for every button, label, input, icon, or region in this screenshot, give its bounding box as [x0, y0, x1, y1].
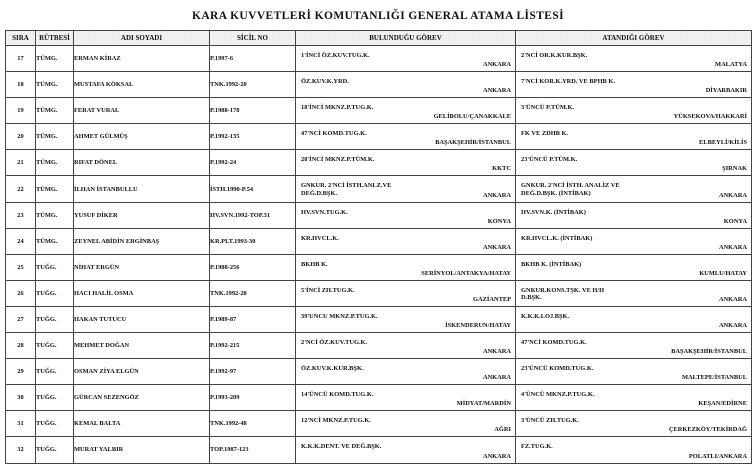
atandigi-gorev-location: ŞIRNAK [722, 165, 747, 173]
cell-sira: 20 [6, 124, 36, 150]
cell-adi-soyadi: GÜRCAN SEZENGÖZ [74, 385, 210, 411]
cell-atandigi-gorev [516, 411, 752, 437]
cell-atandigi-gorev [516, 228, 752, 254]
cell-rutbe: TUĞG. [36, 411, 74, 437]
bulundugu-gorev-location: ANKARA [482, 61, 511, 69]
bulundugu-gorev-location: ANKARA [482, 191, 511, 199]
cell-adi-soyadi: HACI HALİL OSMA [74, 280, 210, 306]
cell-rutbe: TUĞG. [36, 306, 74, 332]
atandigi-gorev-unit: 4'ÜNCÜ MKNZ.P.TUG.K. [521, 391, 595, 399]
bulundugu-gorev-unit: 2'NCİ ÖZ.KUV.TUG.K. [301, 339, 368, 347]
cell-sira: 19 [6, 98, 36, 124]
cell-sira: 21 [6, 150, 36, 176]
cell-rutbe: TUĞG. [36, 333, 74, 359]
bulundugu-gorev-unit: BKHB K. [301, 260, 328, 268]
atandigi-gorev-unit: FZ.TUG.K. [521, 443, 553, 451]
cell-bulundugu-gorev [296, 176, 516, 202]
bulundugu-gorev-location: MİDYAT/MARDİN [456, 400, 511, 408]
cell-sira: 28 [6, 333, 36, 359]
cell-bulundugu-gorev [296, 437, 516, 463]
cell-sira: 30 [6, 385, 36, 411]
cell-bulundugu-gorev [296, 202, 516, 228]
atandigi-gorev-unit: GNKUR.KONS.TŞK. VE H/H D.BŞK. [521, 286, 605, 302]
table-row [6, 411, 752, 437]
cell-bulundugu-gorev [296, 46, 516, 72]
table-row [6, 228, 752, 254]
cell-bulundugu-gorev [296, 306, 516, 332]
cell-sira: 23 [6, 202, 36, 228]
atandigi-gorev-unit: 7'NCİ KOR.K.YRD. VE BPHB K. [521, 78, 615, 86]
cell-rutbe: TÜMG. [36, 150, 74, 176]
cell-rutbe: TÜMG. [36, 202, 74, 228]
table-row [6, 150, 752, 176]
atandigi-gorev-location: KEŞAN/EDİRNE [698, 400, 747, 408]
column-header-sira: SIRA [6, 31, 36, 46]
column-header-atandigi-gorev: ATANDIĞI GÖREV [516, 31, 752, 46]
cell-sicil-no: TNK.1992-20 [210, 72, 296, 98]
bulundugu-gorev-location: KONYA [487, 217, 511, 225]
table-row [6, 98, 752, 124]
cell-rutbe: TÜMG. [36, 228, 74, 254]
bulundugu-gorev-unit: 1'İNCİ ÖZ.KUV.TUG.K. [301, 52, 370, 59]
cell-sira: 22 [6, 176, 36, 202]
cell-adi-soyadi: MURAT YALBIR [74, 437, 210, 463]
cell-rutbe: TÜMG. [36, 98, 74, 124]
cell-atandigi-gorev [516, 306, 752, 332]
table-row [6, 359, 752, 385]
atandigi-gorev-location: POLATLI/ANKARA [688, 452, 747, 460]
cell-adi-soyadi: ERMAN KİRAZ [74, 46, 210, 72]
column-header-adi-soyadi: ADI SOYADI [74, 31, 210, 46]
table-row [6, 72, 752, 98]
bulundugu-gorev-location: ANKARA [482, 87, 511, 95]
cell-sicil-no: İSTH.1990-P.54 [210, 176, 296, 202]
bulundugu-gorev-location: GELİBOLU/ÇANAKKALE [433, 113, 511, 121]
cell-sira: 27 [6, 306, 36, 332]
bulundugu-gorev-unit: K.K.K.DENT. VE DEĞ.BŞK. [301, 443, 382, 451]
bulundugu-gorev-location: İSKENDERUN/HATAY [445, 322, 511, 330]
table-row [6, 306, 752, 332]
cell-sira: 29 [6, 359, 36, 385]
atandigi-gorev-location: MALATYA [715, 61, 747, 69]
atandigi-gorev-location: KUMLU/HATAY [699, 269, 747, 277]
cell-atandigi-gorev [516, 202, 752, 228]
cell-bulundugu-gorev [296, 333, 516, 359]
bulundugu-gorev-location: ANKARA [482, 452, 511, 460]
table-row [6, 280, 752, 306]
atandigi-gorev-unit: KR.HVCL.K. (İNTİBAK) [521, 234, 593, 242]
column-header-sicil-no: SİCİL NO [210, 31, 296, 46]
cell-rutbe: TUĞG. [36, 359, 74, 385]
atandigi-gorev-location: BAŞAKŞEHİR/İSTANBUL [671, 348, 747, 356]
atandigi-gorev-location: MALTEPE/İSTANBUL [682, 374, 747, 382]
cell-sicil-no: P.1992-135 [210, 124, 296, 150]
cell-sicil-no: P.1988-256 [210, 254, 296, 280]
cell-atandigi-gorev [516, 280, 752, 306]
cell-rutbe: TÜMG. [36, 46, 74, 72]
cell-rutbe: TÜMG. [36, 72, 74, 98]
cell-sicil-no: P.1997-6 [210, 46, 296, 72]
cell-sicil-no: HV.SVN.1992-TOP.31 [210, 202, 296, 228]
cell-sira: 24 [6, 228, 36, 254]
cell-adi-soyadi: MUSTAFA KÖKSAL [74, 72, 210, 98]
table-body [6, 46, 752, 464]
cell-sira: 17 [6, 46, 36, 72]
table-row [6, 202, 752, 228]
cell-sicil-no: KR.PLT.1993-30 [210, 228, 296, 254]
atandigi-gorev-unit: HV.SVN.K. (İNTİBAK) [521, 208, 586, 216]
cell-atandigi-gorev [516, 385, 752, 411]
cell-adi-soyadi: HAKAN TUTUCU [74, 306, 210, 332]
assignment-table [5, 30, 752, 464]
cell-sicil-no: P.1988-178 [210, 98, 296, 124]
table-row [6, 254, 752, 280]
bulundugu-gorev-unit: 28'İNCİ MKNZ.P.TÜM.K. [301, 156, 375, 164]
atandigi-gorev-unit: 2'NCİ OR.K.KUR.BŞK. [521, 52, 588, 59]
table-row [6, 385, 752, 411]
table-row [6, 46, 752, 72]
bulundugu-gorev-location: BAŞAKŞEHİR/İSTANBUL [435, 139, 511, 147]
bulundugu-gorev-location: ANKARA [482, 243, 511, 251]
cell-sira: 25 [6, 254, 36, 280]
bulundugu-gorev-unit: KR.HVCL.K. [301, 234, 339, 242]
bulundugu-gorev-location: SERİNYOL/ANTAKYA/HATAY [421, 269, 511, 277]
cell-atandigi-gorev [516, 98, 752, 124]
bulundugu-gorev-unit: 47'NCİ KOMD.TUG.K. [301, 130, 367, 138]
atandigi-gorev-unit: 23'ÜNCÜ P.TÜM.K. [521, 156, 578, 164]
cell-bulundugu-gorev [296, 385, 516, 411]
table-row [6, 176, 752, 202]
cell-atandigi-gorev [516, 150, 752, 176]
atandigi-gorev-unit: BKHB K. (İNTİBAK) [521, 260, 582, 268]
cell-sicil-no: TNK.1992-48 [210, 411, 296, 437]
cell-rutbe: TÜMG. [36, 176, 74, 202]
bulundugu-gorev-unit: 12'NCİ MKNZ.P.TUG.K. [301, 417, 371, 425]
cell-sicil-no: TNK.1992-28 [210, 280, 296, 306]
cell-bulundugu-gorev [296, 98, 516, 124]
atandigi-gorev-location: KONYA [723, 217, 747, 225]
atandigi-gorev-unit: 3'ÜNCÜ P.TÜM.K. [521, 104, 575, 112]
cell-sira: 31 [6, 411, 36, 437]
cell-adi-soyadi: NİHAT ERGÜN [74, 254, 210, 280]
cell-sicil-no: P.1992-24 [210, 150, 296, 176]
cell-rutbe: TUĞG. [36, 280, 74, 306]
cell-atandigi-gorev [516, 72, 752, 98]
atandigi-gorev-unit: GNKUR. 2'NCİ İSTH. ANALİZ VE DEĞ.D.BŞK. (İNTİBAK) [521, 182, 620, 197]
cell-atandigi-gorev [516, 46, 752, 72]
cell-rutbe: TÜMG. [36, 124, 74, 150]
cell-adi-soyadi: ZEYNEL ABİDİN ERGİNBAŞ [74, 228, 210, 254]
table-row [6, 333, 752, 359]
cell-atandigi-gorev [516, 437, 752, 463]
cell-sicil-no: P.1993-209 [210, 385, 296, 411]
bulundugu-gorev-unit: 14'ÜNCÜ KOMD.TUG.K. [301, 391, 374, 399]
cell-rutbe: TUĞG. [36, 254, 74, 280]
bulundugu-gorev-location: AĞRI [494, 426, 511, 434]
cell-atandigi-gorev [516, 124, 752, 150]
bulundugu-gorev-unit: HV.SVN.TUG.K. [301, 208, 348, 216]
bulundugu-gorev-unit: ÖZ.KUV.K.KUR.BŞK. [301, 365, 364, 373]
cell-adi-soyadi: MEHMET DOĞAN [74, 333, 210, 359]
bulundugu-gorev-unit: 18'İNCİ MKNZ.P.TUG.K. [301, 104, 374, 112]
atandigi-gorev-location: DİYARBAKIR [705, 87, 747, 95]
atandigi-gorev-location: ANKARA [718, 295, 747, 303]
cell-atandigi-gorev [516, 176, 752, 202]
cell-adi-soyadi: FERAT VURAL [74, 98, 210, 124]
bulundugu-gorev-unit: 39'UNCU MKNZ.P.TUG.K. [301, 312, 378, 320]
cell-bulundugu-gorev [296, 280, 516, 306]
cell-sira: 26 [6, 280, 36, 306]
cell-adi-soyadi: AHMET GÜLMÜŞ [74, 124, 210, 150]
cell-atandigi-gorev [516, 359, 752, 385]
document-title: KARA KUVVETLERİ KOMUTANLIĞI GENERAL ATAMA LİSTESİ [191, 10, 565, 22]
cell-adi-soyadi: İLHAN İSTANBULLU [74, 176, 210, 202]
cell-bulundugu-gorev [296, 150, 516, 176]
atandigi-gorev-unit: 23'ÜNCÜ KOMD.TUG.K. [521, 365, 594, 373]
table-header-row [6, 31, 752, 46]
cell-sicil-no: P.1992-97 [210, 359, 296, 385]
table-row [6, 124, 752, 150]
bulundugu-gorev-location: ANKARA [482, 348, 511, 356]
atandigi-gorev-location: ANKARA [718, 191, 747, 199]
bulundugu-gorev-unit: 5'İNCİ ZH.TUG.K. [301, 286, 355, 294]
cell-bulundugu-gorev [296, 359, 516, 385]
cell-bulundugu-gorev [296, 124, 516, 150]
cell-rutbe: TUĞG. [36, 437, 74, 463]
cell-adi-soyadi: KEMAL BALTA [74, 411, 210, 437]
cell-adi-soyadi: OSMAN ZİYA ELGÜN [74, 359, 210, 385]
cell-atandigi-gorev [516, 333, 752, 359]
table-row [6, 437, 752, 463]
atandigi-gorev-location: ÇERKEZKÖY/TEKİRDAĞ [668, 426, 747, 434]
bulundugu-gorev-unit: GNKUR. 2'NCİ İSTH.ANLZ.VE DEĞ.D.BŞK. [301, 182, 392, 197]
cell-sicil-no: P.1989-87 [210, 306, 296, 332]
atandigi-gorev-location: ELBEYLİ/KİLİS [699, 139, 747, 147]
atandigi-gorev-unit: 47'NCİ KOMD.TUG.K. [521, 339, 587, 347]
column-header-rutbe: RÜTBESİ [36, 31, 74, 46]
cell-bulundugu-gorev [296, 411, 516, 437]
cell-sicil-no: TOP.1987-123 [210, 437, 296, 463]
atandigi-gorev-location: YÜKSEKOVA/HAKKARİ [673, 113, 747, 121]
cell-adi-soyadi: RIFAT DÖNEL [74, 150, 210, 176]
cell-sira: 32 [6, 437, 36, 463]
bulundugu-gorev-location: KKTC [492, 165, 511, 173]
cell-sicil-no: P.1992-215 [210, 333, 296, 359]
bulundugu-gorev-unit: ÖZ.KUV.K.YRD. [301, 78, 349, 86]
cell-rutbe: TUĞG. [36, 385, 74, 411]
cell-atandigi-gorev [516, 254, 752, 280]
cell-bulundugu-gorev [296, 72, 516, 98]
cell-adi-soyadi: YUSUF DİKER [74, 202, 210, 228]
bulundugu-gorev-location: GAZİANTEP [473, 295, 511, 303]
atandigi-gorev-location: ANKARA [718, 322, 747, 330]
cell-sira: 18 [6, 72, 36, 98]
cell-bulundugu-gorev [296, 254, 516, 280]
bulundugu-gorev-location: ANKARA [482, 374, 511, 382]
cell-bulundugu-gorev [296, 228, 516, 254]
atandigi-gorev-location: ANKARA [718, 243, 747, 251]
atandigi-gorev-unit: K.K.K.LOJ.BŞK. [521, 312, 570, 320]
atandigi-gorev-unit: FK VE ZDHB K. [521, 130, 569, 138]
column-header-bulundugu-gorev: BULUNDUĞU GÖREV [296, 31, 516, 46]
atandigi-gorev-unit: 3'ÜNCÜ ZH.TUG.K. [521, 417, 579, 425]
